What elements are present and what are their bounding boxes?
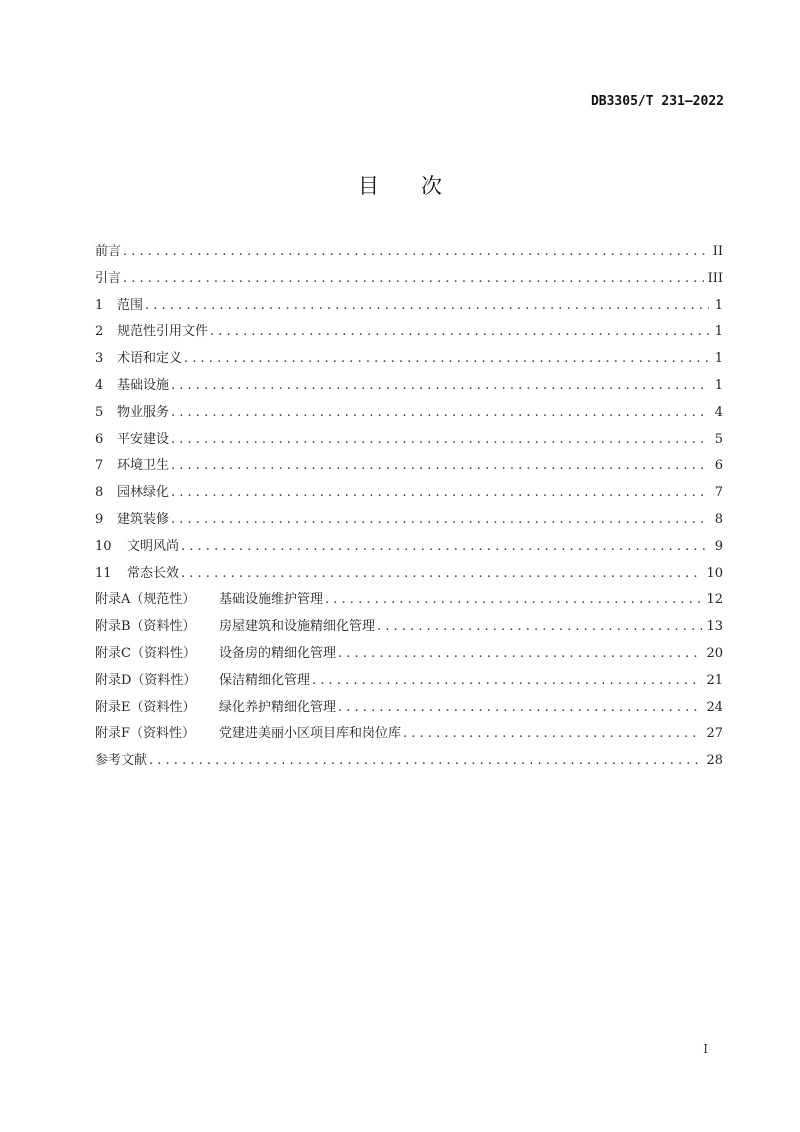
toc-entry-title: 园林绿化: [117, 485, 170, 501]
toc-entry[interactable]: [95, 537, 723, 564]
dot-leader: [171, 510, 709, 530]
toc-entry-page: 9: [714, 538, 723, 554]
toc-appendix-entry[interactable]: [95, 590, 723, 617]
toc-appendix-entry[interactable]: [95, 644, 723, 671]
appendix-title: 房屋建筑和设施精细化管理: [219, 619, 376, 635]
dot-leader: [149, 751, 702, 771]
toc-entry-number: 6: [95, 431, 104, 447]
toc-entry-title: 规范性引用文件: [117, 324, 209, 340]
toc-entry-title: 前言: [95, 244, 122, 259]
toc-entry[interactable]: [95, 483, 723, 510]
toc-references-entry[interactable]: [95, 751, 723, 778]
toc-entry-title: 平安建设: [117, 431, 170, 447]
toc-entry-title: 范围: [117, 297, 144, 313]
dot-leader: [145, 296, 709, 316]
document-number: DB3305/T 231—2022: [590, 94, 724, 109]
dot-leader: [338, 644, 702, 664]
appendix-page: 27: [706, 726, 723, 742]
toc-entry[interactable]: [95, 242, 723, 269]
toc-entry-number: 4: [95, 377, 104, 393]
toc-entry-title: 引言: [95, 270, 122, 286]
toc-entry-title: 基础设施: [117, 377, 170, 393]
dot-leader: [184, 349, 709, 369]
toc-entry-page: 5: [714, 431, 723, 447]
dot-leader: [123, 269, 704, 289]
toc-entry-title: 环境卫生: [117, 458, 170, 474]
toc-entry-title: 术语和定义: [117, 351, 183, 367]
appendix-page: 24: [706, 699, 723, 715]
toc-entry[interactable]: [95, 456, 723, 483]
toc-entry-number: 11: [95, 565, 112, 581]
dot-leader: [210, 322, 709, 342]
appendix-title: 设备房的精细化管理: [219, 645, 337, 661]
toc-entry[interactable]: [95, 349, 723, 376]
toc-entry[interactable]: [95, 510, 723, 537]
toc-entry[interactable]: [95, 322, 723, 349]
toc-entry-number: 2: [95, 324, 104, 340]
toc-entry-page: 7: [714, 485, 723, 501]
toc-entry-title: 常态长效: [127, 565, 180, 581]
toc-appendix-entry[interactable]: [95, 617, 723, 644]
toc-entry-page: 6: [714, 458, 723, 474]
appendix-label: 附录A（规范性）: [95, 592, 196, 608]
dot-leader: [171, 403, 709, 423]
dot-leader: [171, 430, 709, 450]
toc-entry-page: III: [707, 270, 723, 286]
toc-entry-number: 3: [95, 351, 104, 367]
toc-entry[interactable]: [95, 296, 723, 323]
appendix-title: 绿化养护精细化管理: [219, 699, 337, 715]
toc-entry[interactable]: [95, 403, 723, 430]
appendix-title: 基础设施维护管理: [219, 592, 324, 608]
toc-entry-page: 1: [714, 324, 723, 340]
toc-entry-title: 文明风尚: [127, 538, 180, 554]
appendix-label: 附录F（资料性）: [95, 726, 196, 742]
references-title: 参考文献: [95, 753, 148, 769]
appendix-page: 12: [706, 592, 723, 608]
appendix-label: 附录C（资料性）: [95, 645, 196, 661]
toc-entry-page: 8: [714, 511, 723, 527]
toc-entry-page: 1: [714, 351, 723, 367]
dot-leader: [181, 537, 709, 557]
dot-leader: [171, 456, 709, 476]
toc-entry[interactable]: [95, 564, 723, 591]
appendix-label: 附录E（资料性）: [95, 699, 196, 715]
dot-leader: [171, 483, 709, 503]
toc-entry-title: 物业服务: [117, 404, 170, 420]
page-title: 目次: [358, 174, 484, 198]
appendix-label: 附录D（资料性）: [95, 672, 197, 688]
toc-entry-page: 10: [706, 565, 723, 581]
table-of-contents: [95, 242, 723, 778]
toc-appendix-entry[interactable]: [95, 698, 723, 725]
toc-entry-title: 建筑装修: [117, 511, 170, 527]
toc-entry-page: II: [712, 244, 723, 259]
toc-entry-number: 8: [95, 485, 104, 501]
dot-leader: [325, 590, 702, 610]
toc-appendix-entry[interactable]: [95, 671, 723, 698]
dot-leader: [123, 242, 709, 262]
toc-entry-number: 9: [95, 511, 104, 527]
toc-entry-number: 10: [95, 538, 112, 554]
dot-leader: [338, 698, 702, 718]
dot-leader: [181, 564, 702, 584]
toc-entry-number: 1: [95, 297, 104, 313]
toc-entry-page: 4: [714, 404, 723, 420]
toc-entry[interactable]: [95, 269, 723, 296]
dot-leader: [171, 376, 709, 396]
appendix-page: 13: [706, 619, 723, 635]
toc-appendix-entry[interactable]: [95, 724, 723, 751]
references-page: 28: [706, 753, 723, 769]
toc-entry-page: 1: [714, 377, 723, 393]
toc-entry[interactable]: [95, 430, 723, 457]
appendix-title: 党建进美丽小区项目库和岗位库: [219, 726, 402, 742]
toc-entry[interactable]: [95, 376, 723, 403]
page-number: I: [703, 1042, 708, 1056]
dot-leader: [312, 671, 702, 691]
appendix-page: 21: [706, 672, 723, 688]
appendix-title: 保洁精细化管理: [219, 672, 311, 688]
toc-entry-number: 5: [95, 404, 104, 420]
appendix-label: 附录B（资料性）: [95, 619, 196, 635]
toc-entry-number: 7: [95, 458, 104, 474]
dot-leader: [403, 724, 702, 744]
appendix-page: 20: [706, 645, 723, 661]
toc-entry-page: 1: [714, 297, 723, 313]
dot-leader: [377, 617, 702, 637]
